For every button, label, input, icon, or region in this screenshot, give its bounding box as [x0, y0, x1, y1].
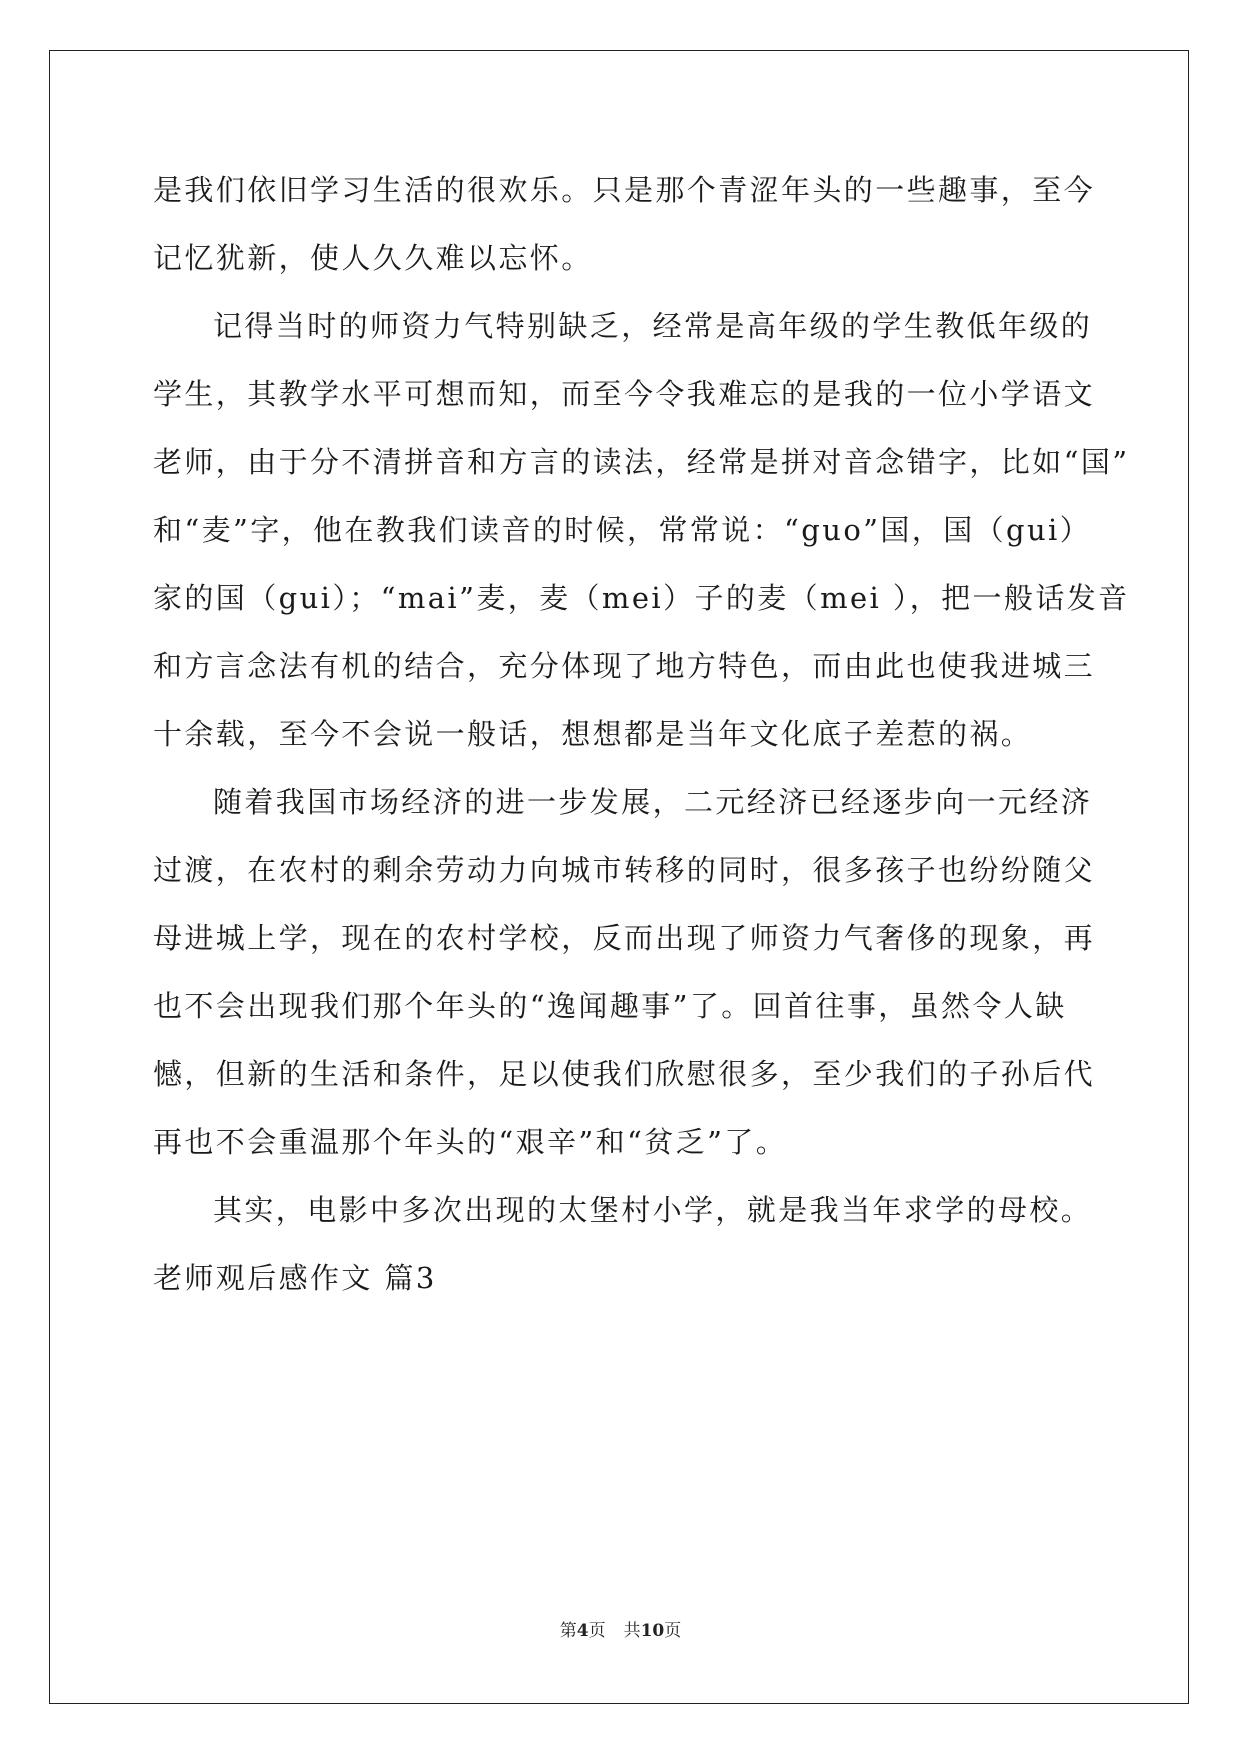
paragraph-start-line: 记得当时的师资力气特别缺乏，经常是高年级的学生教低年级的 — [213, 309, 1093, 343]
page-footer — [0, 1620, 1241, 1642]
text-line: 学生，其教学水平可想而知，而至今令我难忘的是我的一位小学语文 — [153, 377, 1096, 411]
total-pages: 10 — [640, 1621, 665, 1641]
text-line: 和“麦”字，他在教我们读音的时候，常常说：“guo”国，国（gui） — [153, 513, 1092, 547]
text-line: 十余载，至今不会说一般话，想想都是当年文化底子差惹的祸。 — [153, 717, 1033, 751]
text-line: 和方言念法有机的结合，充分体现了地方特色，而由此也使我进城三 — [153, 649, 1096, 683]
text-line: 过渡，在农村的剩余劳动力向城市转移的同时，很多孩子也纷纷随父 — [153, 853, 1096, 887]
page-number: 4 — [576, 1621, 589, 1641]
text-line: 也不会出现我们那个年头的“逸闻趣事”了。回首往事，虽然令人缺 — [153, 989, 1067, 1023]
text-line: 家的国（gui）；“mai”麦，麦（mei）子的麦（mei ），把一般话发音 — [153, 581, 1130, 615]
text-line: 记忆犹新，使人久久难以忘怀。 — [153, 241, 593, 275]
paragraph-start-line: 其实，电影中多次出现的太堡村小学，就是我当年求学的母校。 — [213, 1193, 1093, 1227]
page-label-prefix: 第 — [559, 1621, 577, 1641]
text-line: 老师，由于分不清拼音和方言的读法，经常是拼对音念错字，比如“国” — [153, 445, 1130, 479]
paragraph-start-line: 随着我国市场经济的进一步发展，二元经济已经逐步向一元经济 — [213, 785, 1093, 819]
total-label-prefix: 共 — [623, 1621, 641, 1641]
text-line: 是我们依旧学习生活的很欢乐。只是那个青涩年头的一些趣事，至今 — [153, 173, 1096, 207]
text-line: 憾，但新的生活和条件，足以使我们欣慰很多，至少我们的子孙后代 — [153, 1057, 1096, 1091]
text-line: 再也不会重温那个年头的“艰辛”和“贫乏”了。 — [153, 1125, 788, 1159]
total-label-suffix: 页 — [664, 1621, 682, 1641]
section-heading: 老师观后感作文 篇3 — [153, 1261, 437, 1295]
text-line: 母进城上学，现在的农村学校，反而出现了师资力气奢侈的现象，再 — [153, 921, 1096, 955]
page-label-suffix: 页 — [588, 1621, 606, 1641]
